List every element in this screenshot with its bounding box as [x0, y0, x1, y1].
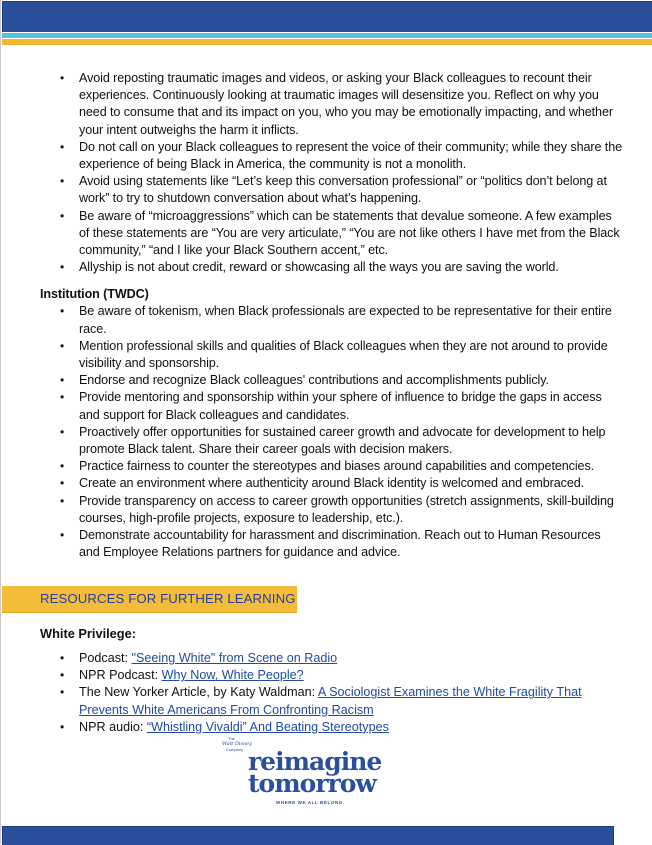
bullet-icon: • [60, 260, 65, 275]
resource-item: • The New Yorker Article, by Katy Waldman: A Sociologist Examines the White Fragility That Prevents White Americans From Confronting Racism [60, 685, 582, 717]
bullet-icon: • [60, 139, 65, 154]
bullet-icon: • [60, 459, 65, 474]
bullet-icon: • [60, 208, 65, 223]
list-item: • Be aware of tokenism, when Black professionals are expected to be representative for their entire race. [60, 304, 612, 336]
reimagine-tomorrow-logo [218, 736, 382, 810]
logo-tagline: WHERE WE ALL BELONG. [276, 800, 345, 805]
main-content [0, 70, 652, 561]
bullet-icon: • [60, 424, 65, 439]
list-item: • Practice fairness to counter the stereotypes and biases around capabilities and competencies. [0, 458, 652, 475]
list-item: • Be aware of “microaggressions” which can be statements that devalue someone. A few examples of these statements are “You are very articulate,” “You are not like others I have met from the Black community,” “and I like your Black Southern accent,” etc. [60, 208, 620, 258]
list-item: • Demonstrate accountability for harassment and discrimination. Reach out to Human Resources and Employee Relations partners for guidance and advice. [60, 528, 601, 560]
bullet-icon: • [60, 338, 65, 353]
white-privilege-heading: White Privilege: [40, 626, 136, 641]
resource-item: • NPR audio: “Whistling Vivaldi” And Beating Stereotypes [0, 719, 652, 736]
individual-guidelines-list [0, 70, 652, 276]
resources-section-banner [2, 586, 297, 613]
bullet-icon: • [60, 668, 65, 683]
institution-heading: Institution (TWDC) [40, 287, 149, 302]
resource-item: • NPR Podcast: Why Now, White People? [0, 667, 652, 684]
list-item: • Provide mentoring and sponsorship within your sphere of influence to bridge the gaps in access and support for Black colleagues and candidates. [60, 390, 602, 422]
list-item: • Do not call on your Black colleagues to represent the voice of their community; while they share the experience of being Black in America, the community is not a monolith. [60, 139, 623, 172]
why-now-white-people-link[interactable]: Why Now, White People? [161, 668, 304, 683]
header-cyan-stripe [2, 33, 652, 38]
list-item: • Avoid using statements like “Let’s keep this conversation professional” or “politics don’t belong at work” to try to shutdown conversation about what’s happening. [60, 174, 607, 206]
resources-list [0, 650, 652, 736]
header-yellow-stripe [2, 39, 652, 45]
seeing-white-link[interactable]: "Seeing White" from Scene on Radio [131, 651, 338, 665]
logo-word-reimagine: reimagine [248, 747, 382, 776]
white-fragility-article-link[interactable]: A Sociologist Examines the White Fragility That Prevents White Americans From Confronting Racism [79, 685, 582, 717]
resources-heading: RESOURCES FOR FURTHER LEARNING [40, 591, 296, 606]
logo-the-text: The [228, 736, 235, 741]
bullet-icon: • [60, 719, 65, 734]
list-item: • Proactively offer opportunities for sustained career growth and advocate for development to help promote Black talent. Share their career goals with decision makers. [60, 424, 606, 457]
list-item: • Provide transparency on access to career growth opportunities (stretch assignments, skill-building courses, high-profile projects, exposure to leadership, etc.). [60, 493, 614, 525]
walt-disney-script-icon: Walt Disney [222, 741, 253, 747]
logo-company-text: Company [226, 747, 244, 752]
header-blue-bar [2, 1, 652, 32]
bullet-icon: • [60, 528, 65, 543]
bullet-icon: • [60, 493, 65, 508]
bullet-icon: • [60, 685, 65, 700]
bullet-icon: • [60, 71, 65, 85]
bullet-icon: • [60, 174, 65, 189]
list-item: • Mention professional skills and qualities of Black colleagues when they are not around to provide visibility and sponsorship. [60, 338, 608, 371]
whistling-vivaldi-link[interactable]: “Whistling Vivaldi” And Beating Stereotypes [146, 719, 389, 734]
institution-guidelines-list [0, 303, 652, 561]
logo-word-tomorrow: tomorrow [248, 769, 376, 798]
list-item: • Endorse and recognize Black colleagues' contributions and accomplishments publicly. [0, 372, 652, 389]
resource-item: • Podcast: "Seeing White" from Scene on Radio [0, 650, 652, 667]
bullet-icon: • [60, 304, 65, 319]
list-item: • Allyship is not about credit, reward or showcasing all the ways you are saving the world. [0, 259, 652, 276]
footer-blue-bar [2, 826, 614, 845]
list-item: • Avoid reposting traumatic images and videos, or asking your Black colleagues to recount their experiences. Continuously looking at traumatic images will desensitize you. Reflect on why you need to consume that and its impact on you, who you may be emotionally impacting, and whether your intent outweighs the harm it inflicts. [60, 71, 613, 137]
bullet-icon: • [60, 373, 65, 388]
bullet-icon: • [60, 390, 65, 405]
bullet-icon: • [60, 476, 65, 491]
list-item: • Create an environment where authenticity around Black identity is welcomed and embraced. [0, 475, 652, 492]
bullet-icon: • [60, 651, 65, 665]
